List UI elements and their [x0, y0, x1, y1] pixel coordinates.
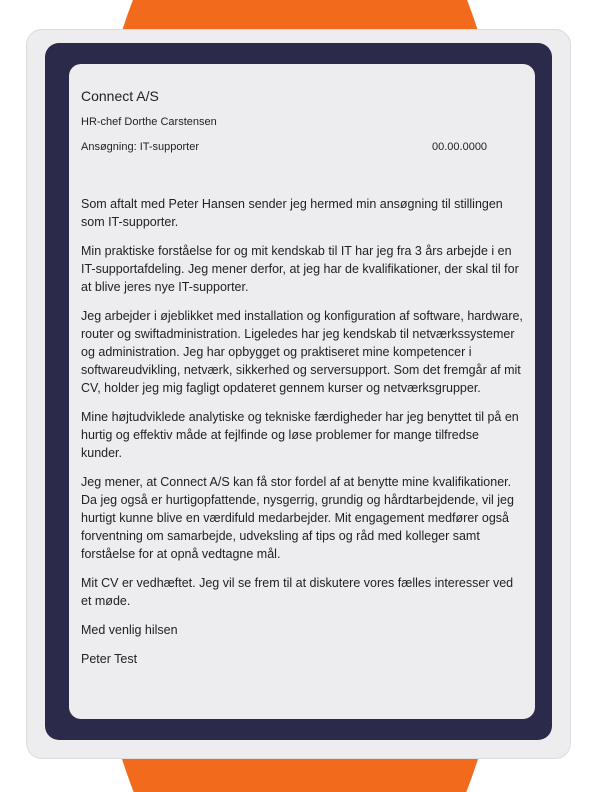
body-paragraph: Som aftalt med Peter Hansen sender jeg hermed min ansøgning til stillingen som IT-supporter.	[81, 197, 503, 229]
body-paragraph: Mine højtudviklede analytiske og tekniske færdigheder har jeg benyttet til på en hurtig og effektiv måde at fejlfinde og løse problemer for mange tilfredse kunder.	[81, 410, 519, 460]
body-paragraph: Mit CV er vedhæftet. Jeg vil se frem til at diskutere vores fælles interesser ved et møde.	[81, 576, 514, 608]
body-paragraph: Jeg arbejder i øjeblikket med installation og konfiguration af software, hardware, router og swiftadministration. Ligeledes har jeg kendskab til netværkssystemer og administration. Jeg har opbygget og praktiseret mine kompetencer i softwareudvikling, netværk, sikkerhed og serversupport. Som det fremgår af mit CV, holder jeg mig fagligt opdateret gennem kurser og netværksgrupper.	[81, 309, 523, 395]
company-name: Connect A/S	[81, 88, 159, 104]
letter-body	[81, 195, 523, 679]
recipient-line: HR-chef Dorthe Carstensen	[81, 116, 217, 128]
signature-name: Peter Test	[81, 652, 138, 666]
subject-line: Ansøgning: IT-supporter	[81, 141, 200, 153]
body-paragraph: Jeg mener, at Connect A/S kan få stor fordel af at benytte mine kvalifikationer. Da jeg også er hurtigopfattende, nysgerrig, grundig og hårdtarbejdende, vil jeg hurtigt kunne blive en værdifuld medarbejder. Mit engagement medfører også forventning om samarbejde, udveksling af tips og råd med kolleger samt forståelse for at opnå vedtagne mål.	[81, 475, 514, 561]
letter-date: 00.00.0000	[432, 141, 488, 153]
closing-salutation: Med venlig hilsen	[81, 623, 178, 637]
letter-page	[69, 64, 535, 719]
body-paragraph: Min praktiske forståelse for og mit kendskab til IT har jeg fra 3 års arbejde i en IT-supportafdeling. Jeg mener derfor, at jeg har de kvalifikationer, der skal til for at blive jeres nye IT-supporter.	[81, 244, 519, 294]
